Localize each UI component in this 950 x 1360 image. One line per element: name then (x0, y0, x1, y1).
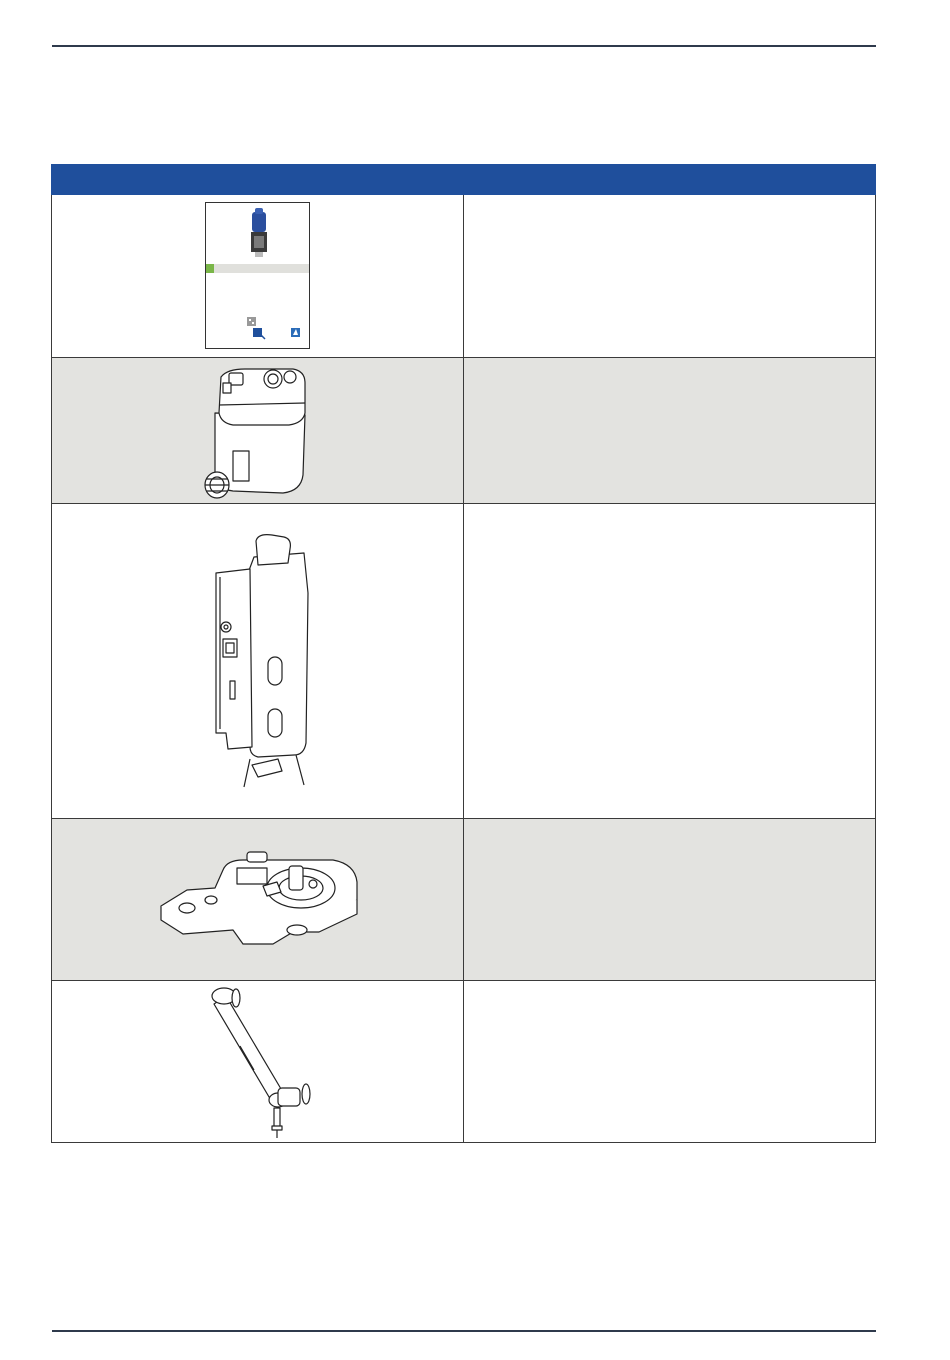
controller-unit-illustration (193, 363, 323, 499)
table-row (52, 504, 876, 819)
description-cell (464, 358, 876, 504)
parts-table (51, 164, 876, 1143)
table-row (52, 358, 876, 504)
description-cell (464, 504, 876, 819)
base-plate-illustration (153, 848, 363, 952)
image-cell (52, 819, 464, 981)
table-row (52, 195, 876, 358)
table-header-row (52, 165, 876, 195)
description-cell (464, 819, 876, 981)
top-rule (52, 45, 876, 47)
image-cell (52, 981, 464, 1143)
image-cell (52, 195, 464, 358)
image-cell (52, 358, 464, 504)
header-col-description (464, 165, 876, 195)
image-cell (52, 504, 464, 819)
description-cell (464, 981, 876, 1143)
manual-booklet-illustration (205, 202, 311, 350)
bottom-rule (52, 1330, 876, 1332)
table-row (52, 819, 876, 981)
description-cell (464, 195, 876, 358)
housing-module-illustration (198, 533, 318, 789)
header-col-image (52, 165, 464, 195)
table-row (52, 981, 876, 1143)
pipe-assembly-illustration (198, 986, 318, 1138)
